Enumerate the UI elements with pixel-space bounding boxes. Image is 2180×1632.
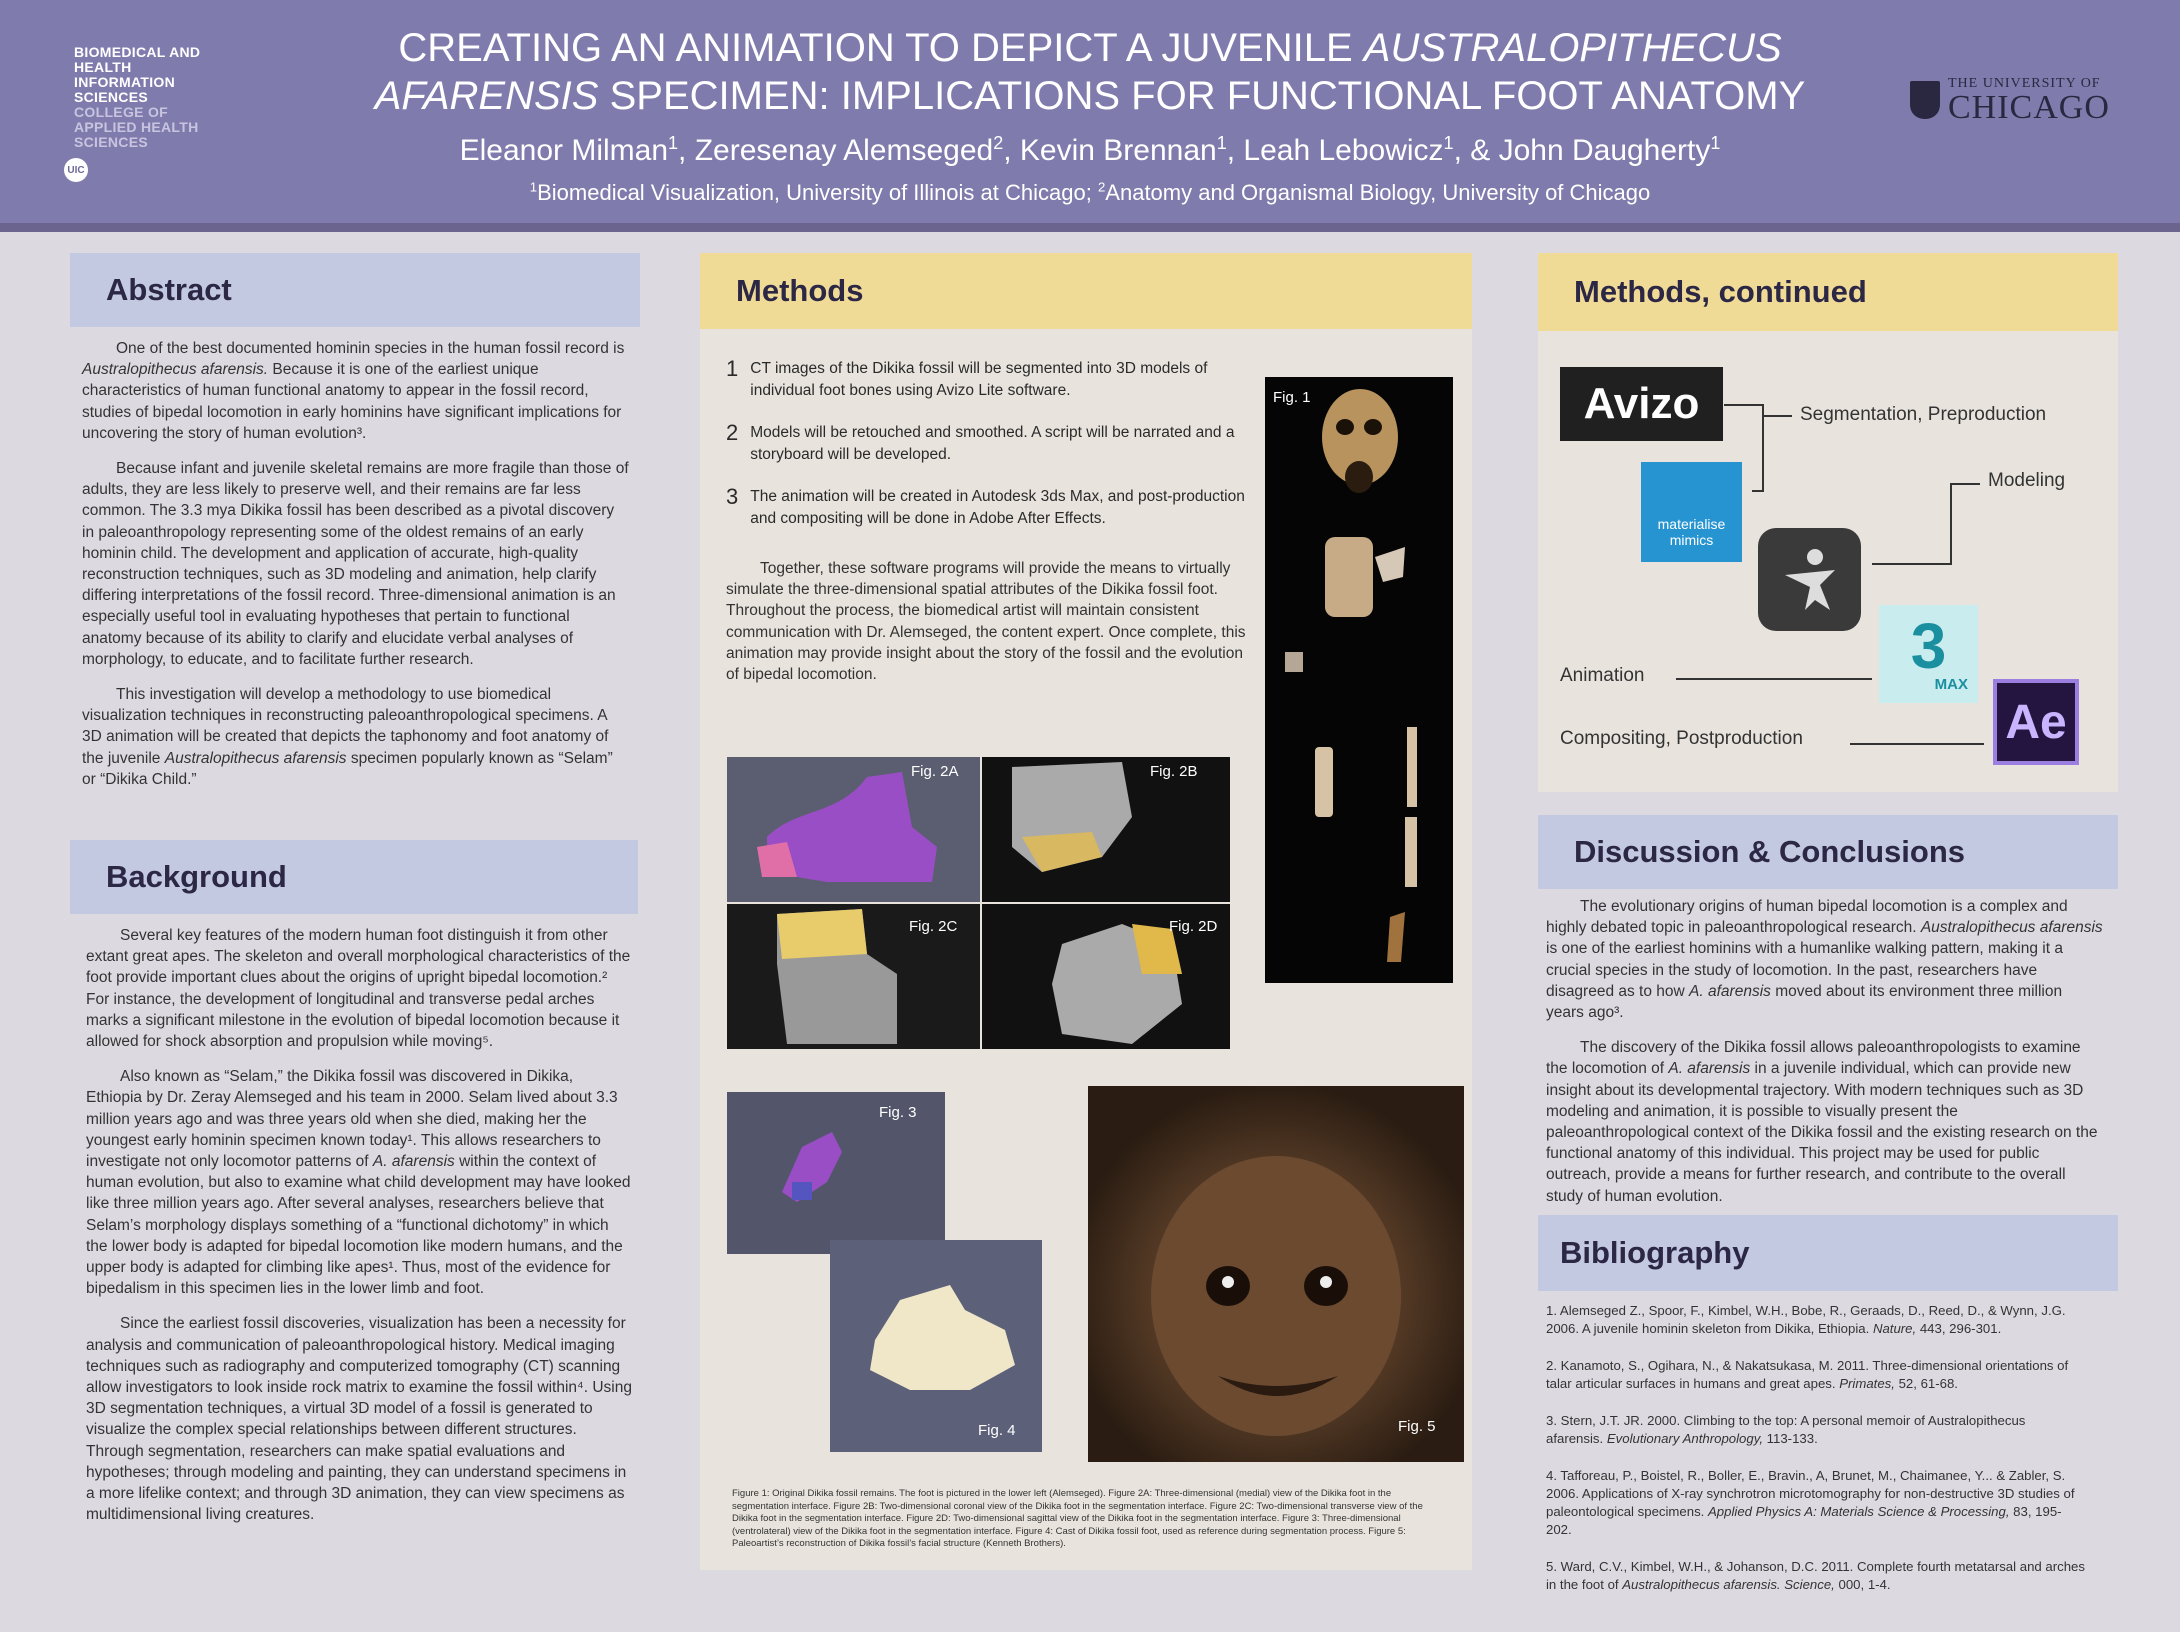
mimics-logo-icon: materialise mimics [1641,462,1742,562]
text-run-italic: Evolutionary Anthropology, [1606,1431,1763,1446]
figure-5-label: Fig. 5 [1398,1418,1436,1435]
background-body [86,925,632,1539]
college-name-line2: COLLEGE OF APPLIED HEALTH SCIENCES [74,104,199,150]
text-run: within the context of human evolution, but also to examine what child development may have looked like three million years ago. After several analyses, researchers believe that Selam’s morphology displays something of a “functional dichotomy” in which the lower body is adapted for bipedal locomotion like modern humans, and the upper body is adapted for climbing like apes¹. Thus, most of the evidence for bipedalism in this specimen lies in the lower limb and foot. [86,1153,631,1298]
poster-header [0,0,2180,232]
figure-4-label: Fig. 4 [978,1422,1016,1439]
figure-3 [727,1092,945,1254]
figure-4 [830,1240,1042,1452]
connector-line [1950,483,1980,485]
text-run-italic: A. afarensis [372,1153,455,1171]
text-run-italic: A. afarensis [1689,982,1771,1000]
title-part-italic: AFARENSIS [374,74,599,118]
figure-2d-label: Fig. 2D [1169,918,1218,935]
text-run: 5. Ward, C.V., Kimbel, W.H., & Johanson, D.C. 2011. Complete fourth metatarsal and arches in the foot of [1546,1559,2085,1592]
bib-entry [1546,1302,2086,1338]
label-segmentation: Segmentation, Preproduction [1800,404,2047,425]
text-run-italic: A. afarensis [1668,1060,1751,1078]
step-number: 2 [726,420,739,445]
abstract-heading: Abstract [70,253,640,327]
discussion-paragraph [1546,1037,2104,1207]
affiliation: Biomedical Visualization, University of Illinois at Chicago; [537,180,1098,205]
step-text: Models will be retouched and smoothed. A script will be narrated and a storyboard will be developed. [750,424,1235,463]
label-animation: Animation [1560,665,1645,686]
discussion-heading: Discussion & Conclusions [1538,815,2118,889]
after-effects-logo-icon: Ae [1993,679,2079,765]
text-run: Also known as “Selam,” the Dikika fossil was discovered in Dikika, Ethiopia by Dr. Zeray Alemseged and his team in 2000. Selam lived about 3.3 million years ago and was three years old when she died, making her the youngest early hominin specimen known today¹. This allows researchers to investigate not only locomotor patterns of [86,1068,618,1171]
title-part: SPECIMEN: IMPLICATIONS FOR FUNCTIONAL FOOT ANATOMY [598,74,1806,118]
figure-3-label: Fig. 3 [879,1104,917,1121]
bib-entry [1546,1467,2086,1539]
uchicago-logo [1910,76,2110,124]
text-run: This investigation will develop a methodology to use biomedical visualization techniques in reconstructing paleoanthropological specimens. A 3D animation will be created that depicts the taphonomy and foot anatomy of the juvenile [82,686,609,767]
text-run: is one of the earliest hominins with a humanlike walking pattern, making it a crucial species in the study of locomotion. In the past, researchers have disagreed as to how [1546,940,2063,1000]
3dsmax-number: 3 [1910,609,1947,682]
figure-2a-label: Fig. 2A [911,763,959,780]
methods-continued-heading: Methods, continued [1538,253,2118,331]
text-run: in a juvenile individual, which can provide new insight about its developmental trajectory. With modern techniques such as 3D modeling and animation, it is possible to visually present the paleoanthropological context of the Dikika fossil and the existing research on the functional anatomy of this individual. This project may be used for public outreach, provide a means for further research, and contribute to the overall study of human evolution. [1546,1060,2098,1205]
step-number: 3 [726,484,739,509]
connector-line [1762,415,1792,417]
text-run: 2. Kanamoto, S., Ogihara, N., & Nakatsukasa, M. 2011. Three-dimensional orientations of talar articular surfaces in humans and great apes. [1546,1358,2069,1391]
methods-summary-text: Together, these software programs will provide the means to virtually simulate the three-dimensional spatial attributes of the Dikika fossil foot. Throughout the process, the biomedical artist will maintain consistent communication with Dr. Alemseged, the content expert. Once complete, this animation may provide insight about the story of the fossil and the evolution of bipedal locomotion. [726,560,1246,684]
author: Eleanor Milman [459,134,669,167]
text-run: 4. Tafforeau, P., Boistel, R., Boller, E., Bravin., A, Brunet, M., Chaimanee, Y... & Zabler, S. 2006. Applications of X-ray synchrotron microtomography for non-destructive 3D studies of paleontological specimens. [1546,1468,2075,1519]
text-run-italic: Applied Physics A: Materials Science & Processing, [1708,1504,2010,1519]
abstract-paragraph [82,684,630,790]
method-step [726,486,1256,529]
discussion-paragraph [1546,896,2104,1023]
text-run: 443, 296-301. [1916,1321,2002,1336]
connector-line [1850,743,1984,745]
connector-line [1752,490,1764,492]
text-run-italic: Australopithecus afarensis. Science, [1622,1577,1835,1592]
text-run-italic: Primates, [1839,1376,1895,1391]
affiliation: Anatomy and Organismal Biology, University of Chicago [1105,180,1651,205]
uchicago-small-text: THE UNIVERSITY OF [1948,76,2101,91]
title-part-italic: AUSTRALOPITHECUS [1363,26,1782,70]
author-sup: 2 [993,133,1004,153]
title-part: CREATING AN ANIMATION TO DEPICT A JUVENILE [398,26,1364,70]
background-paragraph [86,1066,632,1299]
text-run-italic: Australopithecus afarensis. [82,361,269,379]
text-run: 113-133. [1763,1431,1818,1446]
connector-line [1724,404,1764,406]
uic-badge-icon: UIC [64,158,88,182]
uchicago-shield-icon [1910,81,1940,119]
text-run-italic: Australopithecus afarensis [164,749,347,767]
text-run: moved about its environment three million years ago³. [1546,982,2063,1022]
text-run: One of the best documented hominin species in the human fossil record is [116,340,625,357]
figure-2d [982,904,1230,1049]
abstract-paragraph: Because infant and juvenile skeletal remains are more fragile than those of adults, they are less likely to preserve well, and their remains are far less common. The 3.3 mya Dikika fossil has been described as a pivotal discovery in paleoanthropology representing some of the oldest remains of an early hominin child. The development and application of accurate, high-quality reconstruction techniques, such as 3D modeling and animation, help clarify differing interpretations of the fossil record. Three-dimensional animation is an especially useful tool in evaluating hypotheses that pertain to functional anatomy because of its ability to clarify and elucidate verbal analyses of morphology, to educate, and to facilitate further research. [82,460,629,668]
text-run-italic: Nature, [1872,1321,1917,1336]
methods-summary [726,558,1256,699]
abstract-paragraph [82,338,630,444]
bib-entry [1546,1357,2086,1393]
author-list [300,134,1880,168]
college-name-line1: BIOMEDICAL AND HEALTH INFORMATION SCIENCES [74,44,201,105]
text-run: 52, 61-68. [1894,1376,1958,1391]
method-step [726,422,1256,465]
method-step [726,358,1256,401]
step-text: CT images of the Dikika fossil will be segmented into 3D models of individual foot bones using Avizo Lite software. [750,360,1208,399]
bib-entry [1546,1558,2086,1594]
figure-1-label: Fig. 1 [1273,389,1311,406]
author: , & John Daugherty [1453,134,1711,167]
text-run: 000, 1-4. [1834,1577,1891,1592]
zbrush-logo-icon [1758,528,1861,631]
facial-reconstruction-image [1088,1086,1464,1462]
3dsmax-logo-icon [1879,605,1978,703]
affil-sup: 1 [529,179,538,195]
text-run: The discovery of the Dikika fossil allows paleoanthropologists to examine the locomotion of [1546,1039,2081,1078]
text-run-italic: Australopithecus afarensis [1920,919,2103,937]
avizo-logo-icon: Avizo [1560,367,1723,441]
text-run: 83, 195-202. [1546,1504,2062,1537]
label-modeling: Modeling [1988,470,2066,491]
methods-steps [726,358,1256,550]
text-run: Because it is one of the earliest unique characteristics of human functional anatomy to appear in the fossil record, studies of bipedal locomotion in early hominins have significant implications for uncovering the story of human evolution³. [82,361,622,442]
background-paragraph: Several key features of the modern human foot distinguish it from other extant great apes. The skeleton and overall morphological characteristics of the foot provide important clues about the origins of upright bipedal locomotion.² For instance, the development of longitudinal and transverse pedal arches marks a significant milestone in the evolution of bipedal locomotion because it allowed for shock absorption and propulsion while moving⁵. [86,927,631,1051]
step-text: The animation will be created in Autodesk 3ds Max, and post-production and compositing will be done in Adobe After Effects. [750,488,1245,527]
author-sup: 1 [668,133,679,153]
text-run: 3. Stern, J.T. JR. 2000. Climbing to the top: A personal memoir of Australopithecus afarensis. [1546,1413,2026,1446]
figure-5 [1088,1086,1464,1462]
figure-caption: Figure 1: Original Dikika fossil remains. The foot is pictured in the lower left (Alemseged). Figure 2A: Three-dimensional (medial) view of the Dikika foot in the segmentation interface. Figure 2B: Two-dimensional coronal view of the Dikika foot in the segmentation interface. Figure 2C: Two-dimensional transverse view of the Dikika foot in the segmentation interface. Figure 2D: Two-dimensional sagittal view of the Dikika foot in the segmentation interface. Figure 3: Three-dimensional (ventrolateral) view of the Dikika foot in the segmentation interface. Figure 4: Cast of Dikika fossil foot, used as reference during segmentation process. Figure 5: Paleoartist’s reconstruction of Dikika fossil’s facial structure (Kenneth Brothers). [732,1488,1423,1550]
author-sup: 1 [1710,133,1721,153]
methods-heading: Methods [700,253,1472,329]
figure-2c [727,904,980,1049]
zbrush-figure-icon [1775,545,1845,615]
author-sup: 1 [1443,133,1454,153]
author-sup: 1 [1216,133,1227,153]
affil-sup: 2 [1097,179,1106,195]
author: , Kevin Brennan [1003,134,1217,167]
figure-2b [982,757,1230,902]
abstract-body [82,338,630,804]
connector-line [1950,483,1952,565]
figure-2c-label: Fig. 2C [909,918,958,935]
fossil-cast-image [830,1240,1042,1452]
label-compositing: Compositing, Postproduction [1560,728,1803,749]
author: , Leah Lebowicz [1226,134,1444,167]
uchicago-big-text: CHICAGO [1948,89,2110,126]
bib-entry [1546,1412,2086,1448]
connector-line [1872,563,1952,565]
connector-line [1676,678,1872,680]
text-run: specimen popularly known as “Selam” or “Dikika Child.” [82,749,613,788]
text-run: The evolutionary origins of human bipedal locomotion is a complex and highly debated topic in paleoanthropological research. [1546,898,2068,937]
author: , Zeresenay Alemseged [678,134,994,167]
step-number: 1 [726,356,739,381]
figure-2b-label: Fig. 2B [1150,763,1198,780]
discussion-body [1546,896,2104,1221]
uic-logo [74,45,234,150]
background-heading: Background [70,840,638,914]
poster-title [300,24,1880,120]
bibliography-heading: Bibliography [1538,1215,2118,1291]
bibliography-list [1546,1302,2086,1613]
figure-1 [1265,377,1453,983]
fossil-remains-image [1265,377,1453,983]
figure-2a [727,757,980,902]
background-paragraph: Since the earliest fossil discoveries, visualization has been a necessity for analysis and communication of paleoanthropological history. Medical imaging techniques such as radiography and computerized tomography (CT) scanning allow investigators to look inside rock matrix to examine the fossil within⁴. Using 3D segmentation techniques, a virtual 3D model of a fossil is generated to visualize the complex special relationships between different structures. Through segmentation, researchers can make spatial evaluations and hypotheses; through modeling and painting, they can understand specimens in a more lifelike context; and through 3D animation, they can view specimens as multidimensional living creatures. [86,1315,632,1524]
affiliations [300,180,1880,206]
3dsmax-text: MAX [1934,675,1968,693]
text-run: 1. Alemseged Z., Spoor, F., Kimbel, W.H., Bobe, R., Geraads, D., Reed, D., & Wynn, J.G. 2006. A juvenile hominin skeleton from Dikika, Ethiopia. [1546,1303,2066,1336]
